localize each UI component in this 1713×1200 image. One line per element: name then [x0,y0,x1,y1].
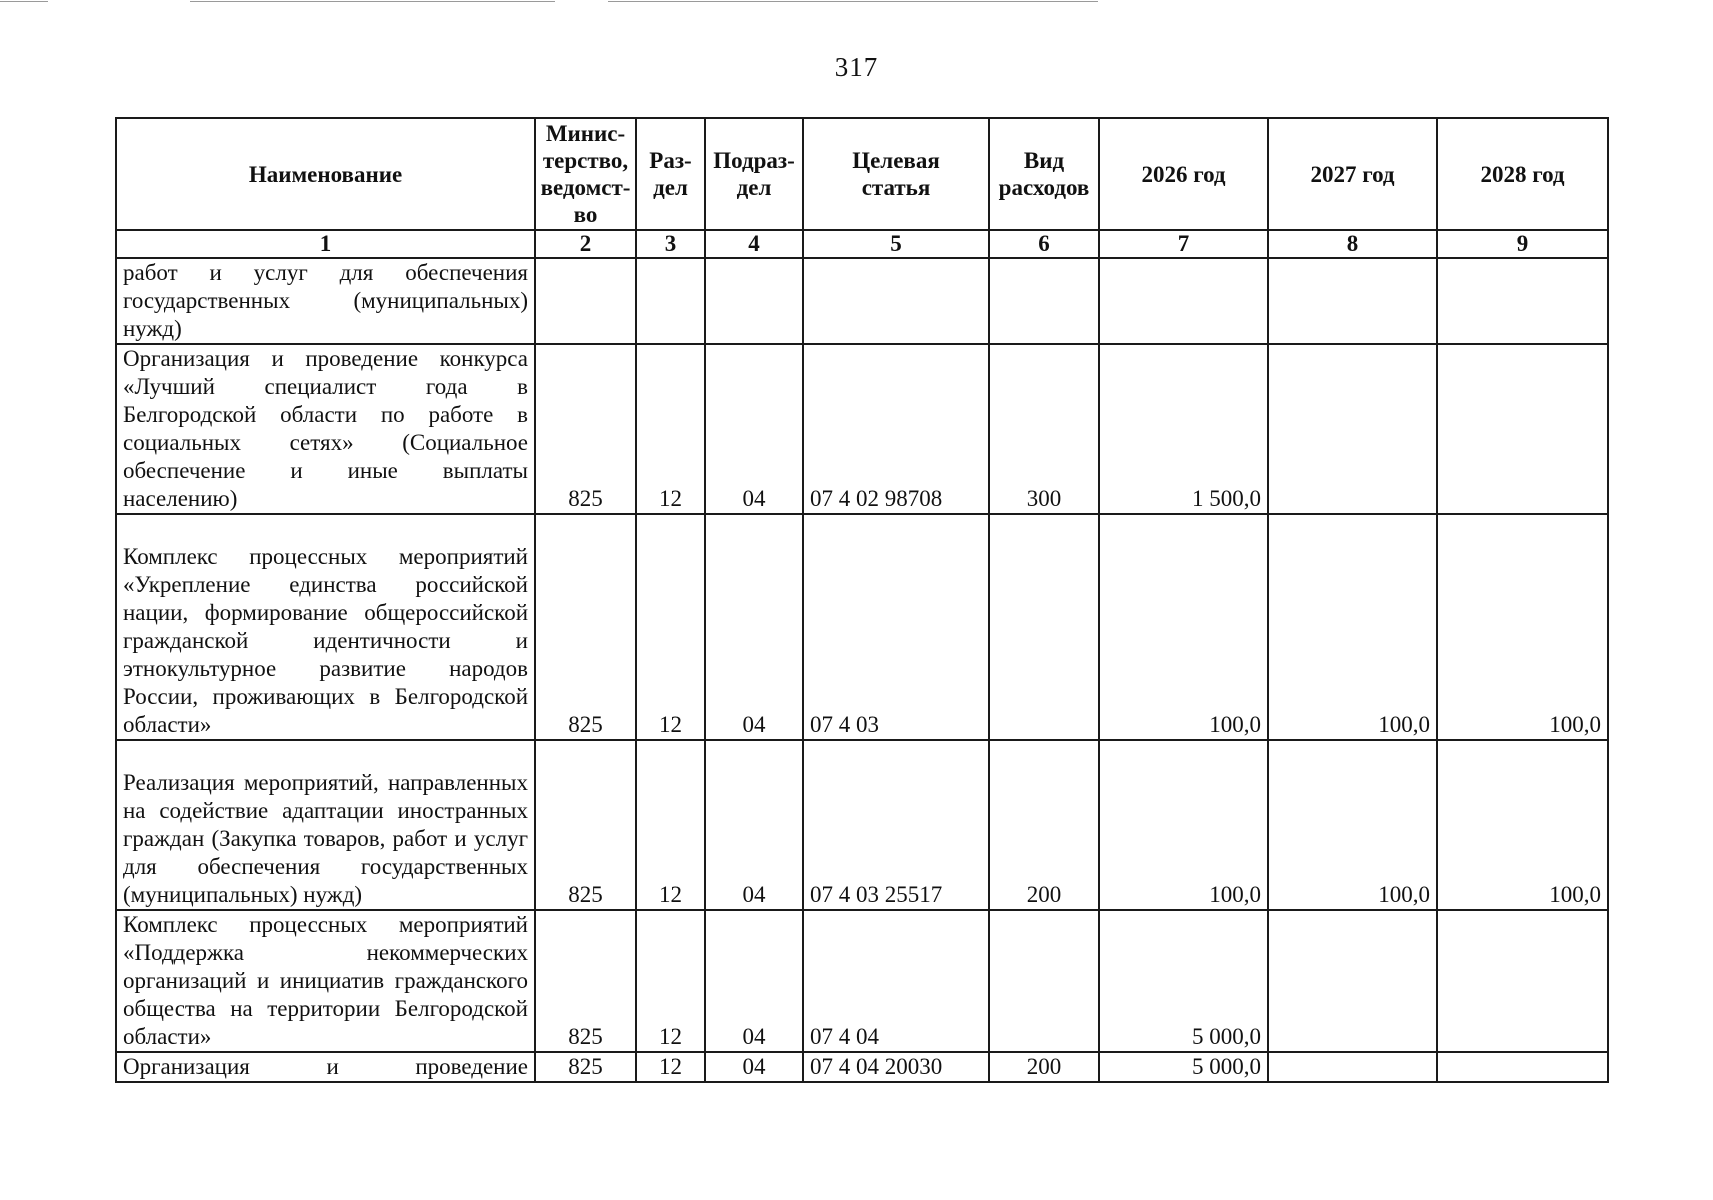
row-2027: 100,0 [1268,514,1437,740]
row-expense-type [989,258,1099,344]
row-target [803,258,989,344]
row-2027: 100,0 [1268,740,1437,910]
table-row [116,514,1608,740]
header-expense-type: Вид расходов [989,118,1099,230]
page-number: 317 [834,52,879,82]
row-ministry: 825 [535,1052,636,1082]
row-2026 [1099,258,1268,344]
column-number-row [116,230,1608,258]
row-target: 07 4 04 20030 [803,1052,989,1082]
row-2027 [1268,344,1437,514]
header-2027: 2027 год [1268,118,1437,230]
row-2026: 1 500,0 [1099,344,1268,514]
row-target: 07 4 04 [803,910,989,1052]
column-number: 4 [705,230,803,258]
table-row [116,740,1608,910]
row-section: 12 [636,344,705,514]
row-ministry: 825 [535,910,636,1052]
header-target: Целевая статья [803,118,989,230]
row-ministry: 825 [535,344,636,514]
header-2028: 2028 год [1437,118,1608,230]
row-2026: 100,0 [1099,514,1268,740]
row-2028 [1437,258,1608,344]
row-2028 [1437,910,1608,1052]
row-subsection [705,258,803,344]
row-ministry [535,258,636,344]
row-expense-type [989,514,1099,740]
row-name: Реализация мероприятий, направленных на содействие адаптации иностранных граждан (Закупка товаров, работ и услуг для обеспечения государственных (муниципальных) нужд) [116,740,535,910]
row-subsection: 04 [705,344,803,514]
row-name: Комплекс процессных мероприятий «Укрепление единства российской нации, формирование общероссийской гражданской идентичности и этнокультурное развитие народов России, проживающих в Белгородской области» [116,514,535,740]
row-expense-type: 200 [989,740,1099,910]
column-number: 5 [803,230,989,258]
column-number: 6 [989,230,1099,258]
column-number: 8 [1268,230,1437,258]
row-ministry: 825 [535,740,636,910]
row-expense-type: 200 [989,1052,1099,1082]
row-2028: 100,0 [1437,514,1608,740]
budget-table [115,117,1609,1083]
row-section [636,258,705,344]
row-target: 07 4 03 [803,514,989,740]
row-2027 [1268,1052,1437,1082]
row-target: 07 4 03 25517 [803,740,989,910]
row-2028 [1437,344,1608,514]
table-row [116,258,1608,344]
header-ministry: Минис- терство, ведомст- во [535,118,636,230]
header-name: Наименование [116,118,535,230]
header-2026: 2026 год [1099,118,1268,230]
row-2027 [1268,910,1437,1052]
column-number: 1 [116,230,535,258]
row-section: 12 [636,514,705,740]
header-section: Раз- дел [636,118,705,230]
row-2028 [1437,1052,1608,1082]
row-name: работ и услуг для обеспечения государственных (муниципальных) нужд) [116,258,535,344]
row-section: 12 [636,740,705,910]
table-row [116,344,1608,514]
column-number: 3 [636,230,705,258]
column-number: 9 [1437,230,1608,258]
row-expense-type: 300 [989,344,1099,514]
row-2027 [1268,258,1437,344]
row-2026: 5 000,0 [1099,910,1268,1052]
table-row [116,910,1608,1052]
column-number: 7 [1099,230,1268,258]
column-number: 2 [535,230,636,258]
row-2026: 5 000,0 [1099,1052,1268,1082]
row-subsection: 04 [705,514,803,740]
row-name: Организация и проведение [116,1052,535,1082]
row-subsection: 04 [705,740,803,910]
row-subsection: 04 [705,910,803,1052]
row-name: Организация и проведение конкурса «Лучший специалист года в Белгородской области по работе в социальных сетях» (Социальное обеспечение и иные выплаты населению) [116,344,535,514]
row-name: Комплекс процессных мероприятий «Поддержка некоммерческих организаций и инициатив гражданского общества на территории Белгородской области» [116,910,535,1052]
row-section: 12 [636,910,705,1052]
row-ministry: 825 [535,514,636,740]
row-subsection: 04 [705,1052,803,1082]
header-row [116,118,1608,230]
row-section: 12 [636,1052,705,1082]
row-expense-type [989,910,1099,1052]
row-target: 07 4 02 98708 [803,344,989,514]
row-2026: 100,0 [1099,740,1268,910]
header-subsection: Подраз- дел [705,118,803,230]
table-row [116,1052,1608,1082]
row-2028: 100,0 [1437,740,1608,910]
